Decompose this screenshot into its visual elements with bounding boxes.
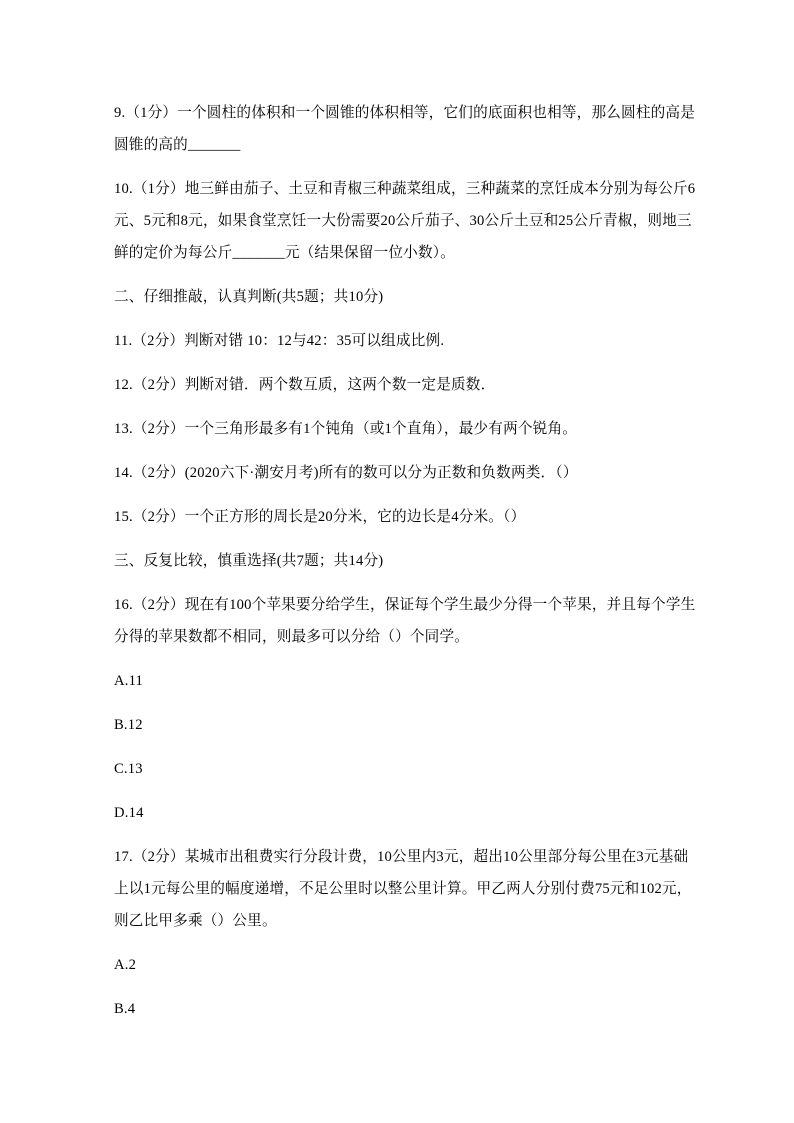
question-12-text: 12.（2分）判断对错．两个数互质，这两个数一定是质数． (114, 377, 496, 393)
question-16-line-2: 分得的苹果数都不相同，则最多可以分给（）个同学。 (114, 629, 470, 645)
question-10-line-3-with-blank: 鲜的定价为每公斤_______元（结果保留一位小数）。 (114, 245, 456, 261)
question-11 (114, 325, 680, 357)
option-label: B.4 (114, 1001, 136, 1017)
question-17-option-a (114, 949, 680, 981)
option-label: D.14 (114, 805, 144, 821)
section-3-title: 三、反复比较，慎重选择(共7题；共14分) (114, 553, 384, 569)
question-17-line-1: 17.（2分）某城市出租费实行分段计费，10公里内3元，超出10公里部分每公里在3元基础 (114, 849, 689, 865)
question-10 (114, 173, 696, 269)
question-9-line-1: 9.（1分）一个圆柱的体积和一个圆锥的体积相等，它们的底面积也相等，那么圆柱的高是 (114, 105, 696, 121)
question-9-line-2-with-blank: 圆锥的高的_______ (114, 137, 241, 153)
question-16-option-a (114, 665, 680, 697)
question-12 (114, 369, 680, 401)
section-header-2 (114, 281, 680, 313)
section-header-3 (114, 545, 680, 577)
section-2-title: 二、仔细推敲，认真判断(共5题；共10分) (114, 289, 384, 305)
question-10-line-2: 元、5元和8元，如果食堂烹饪一大份需要20公斤茄子、30公斤土豆和25公斤青椒，则地三 (114, 213, 692, 229)
question-16-option-d (114, 797, 680, 829)
question-15-text: 15.（2分）一个正方形的周长是20分米，它的边长是4分米。（） (114, 509, 526, 525)
exam-document-body (114, 97, 696, 1037)
question-9 (114, 97, 696, 161)
question-14-text: 14.（2分）(2020六下·潮安月考)所有的数可以分为正数和负数两类．（） (114, 465, 578, 481)
option-label: A.11 (114, 673, 144, 689)
question-16-option-b (114, 709, 680, 741)
question-11-text: 11.（2分）判断对错 10：12与42：35可以组成比例. (114, 333, 445, 349)
question-17-line-3: 则乙比甲多乘（）公里。 (114, 913, 277, 929)
question-17 (114, 841, 692, 937)
question-15 (114, 501, 680, 533)
question-16-line-1: 16.（2分）现在有100个苹果要分给学生，保证每个学生最少分得一个苹果，并且每个学生 (114, 597, 696, 613)
option-label: A.2 (114, 957, 137, 973)
question-10-line-1: 10.（1分）地三鲜由茄子、土豆和青椒三种蔬菜组成，三种蔬菜的烹饪成本分别为每公斤6 (114, 181, 696, 197)
option-label: C.13 (114, 761, 143, 777)
question-17-line-2: 上以1元每公里的幅度递增，不足公里时以整公里计算。甲乙两人分别付费75元和102元， (114, 881, 692, 897)
question-13-text: 13.（2分）一个三角形最多有1个钝角（或1个直角），最少有两个锐角。 (114, 421, 578, 437)
question-16-option-c (114, 753, 680, 785)
question-13 (114, 413, 680, 445)
question-14 (114, 457, 680, 489)
option-label: B.12 (114, 717, 143, 733)
question-17-option-b (114, 993, 680, 1025)
question-16 (114, 589, 696, 653)
